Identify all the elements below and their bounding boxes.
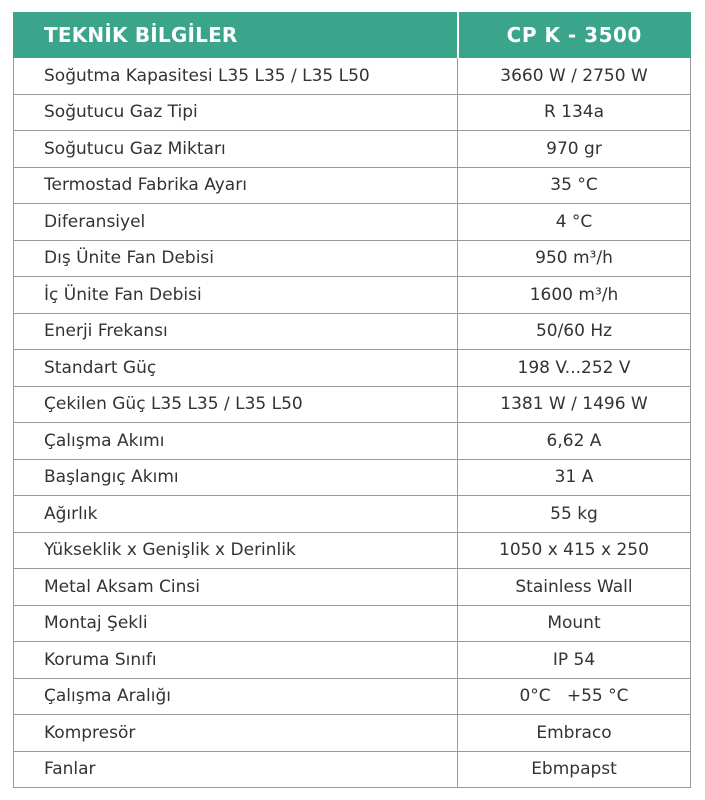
table-title: TEKNİK BİLGİLER: [14, 13, 458, 58]
table-row: [14, 751, 691, 788]
spec-label: Çalışma Aralığı: [14, 678, 458, 715]
spec-value: 3660 W / 2750 W: [458, 58, 691, 95]
spec-value: 35 °C: [458, 167, 691, 204]
spec-label: Ağırlık: [14, 496, 458, 533]
spec-value: 950 m³/h: [458, 240, 691, 277]
spec-label: Yükseklik x Genişlik x Derinlik: [14, 532, 458, 569]
table-row: [14, 642, 691, 679]
technical-specs-table: [13, 12, 691, 788]
spec-value: Mount: [458, 605, 691, 642]
spec-label: Metal Aksam Cinsi: [14, 569, 458, 606]
model-name: CP K - 3500: [458, 13, 691, 58]
spec-label: Çekilen Güç L35 L35 / L35 L50: [14, 386, 458, 423]
spec-value: 970 gr: [458, 131, 691, 168]
spec-label: Enerji Frekansı: [14, 313, 458, 350]
table-row: [14, 131, 691, 168]
spec-value: 6,62 A: [458, 423, 691, 460]
spec-label: Koruma Sınıfı: [14, 642, 458, 679]
spec-label: Başlangıç Akımı: [14, 459, 458, 496]
spec-label: Çalışma Akımı: [14, 423, 458, 460]
spec-value: 55 kg: [458, 496, 691, 533]
spec-value: 198 V...252 V: [458, 350, 691, 387]
table-row: [14, 277, 691, 314]
table-row: [14, 58, 691, 95]
spec-value: 31 A: [458, 459, 691, 496]
spec-label: Standart Güç: [14, 350, 458, 387]
table-row: [14, 313, 691, 350]
spec-table-body: [14, 58, 691, 788]
table-row: [14, 496, 691, 533]
table-row: [14, 678, 691, 715]
table-row: [14, 94, 691, 131]
table-row: [14, 240, 691, 277]
spec-label: Dış Ünite Fan Debisi: [14, 240, 458, 277]
spec-label: Soğutucu Gaz Miktarı: [14, 131, 458, 168]
spec-value: Embraco: [458, 715, 691, 752]
spec-label: Kompresör: [14, 715, 458, 752]
spec-label: İç Ünite Fan Debisi: [14, 277, 458, 314]
spec-value: Stainless Wall: [458, 569, 691, 606]
spec-label: Soğutma Kapasitesi L35 L35 / L35 L50: [14, 58, 458, 95]
spec-value: 1600 m³/h: [458, 277, 691, 314]
spec-value: R 134a: [458, 94, 691, 131]
spec-value: 1381 W / 1496 W: [458, 386, 691, 423]
table-header-row: [14, 13, 691, 58]
spec-value: 1050 x 415 x 250: [458, 532, 691, 569]
spec-value: 50/60 Hz: [458, 313, 691, 350]
table-row: [14, 423, 691, 460]
table-row: [14, 167, 691, 204]
spec-table-container: [13, 12, 690, 788]
table-row: [14, 605, 691, 642]
spec-value: 4 °C: [458, 204, 691, 241]
table-row: [14, 386, 691, 423]
spec-value: Ebmpapst: [458, 751, 691, 788]
table-row: [14, 532, 691, 569]
table-row: [14, 569, 691, 606]
spec-label: Soğutucu Gaz Tipi: [14, 94, 458, 131]
spec-label: Diferansiyel: [14, 204, 458, 241]
spec-value: 0°C +55 °C: [458, 678, 691, 715]
table-row: [14, 350, 691, 387]
table-row: [14, 459, 691, 496]
spec-label: Termostad Fabrika Ayarı: [14, 167, 458, 204]
spec-label: Fanlar: [14, 751, 458, 788]
table-row: [14, 715, 691, 752]
table-row: [14, 204, 691, 241]
spec-value: IP 54: [458, 642, 691, 679]
spec-label: Montaj Şekli: [14, 605, 458, 642]
